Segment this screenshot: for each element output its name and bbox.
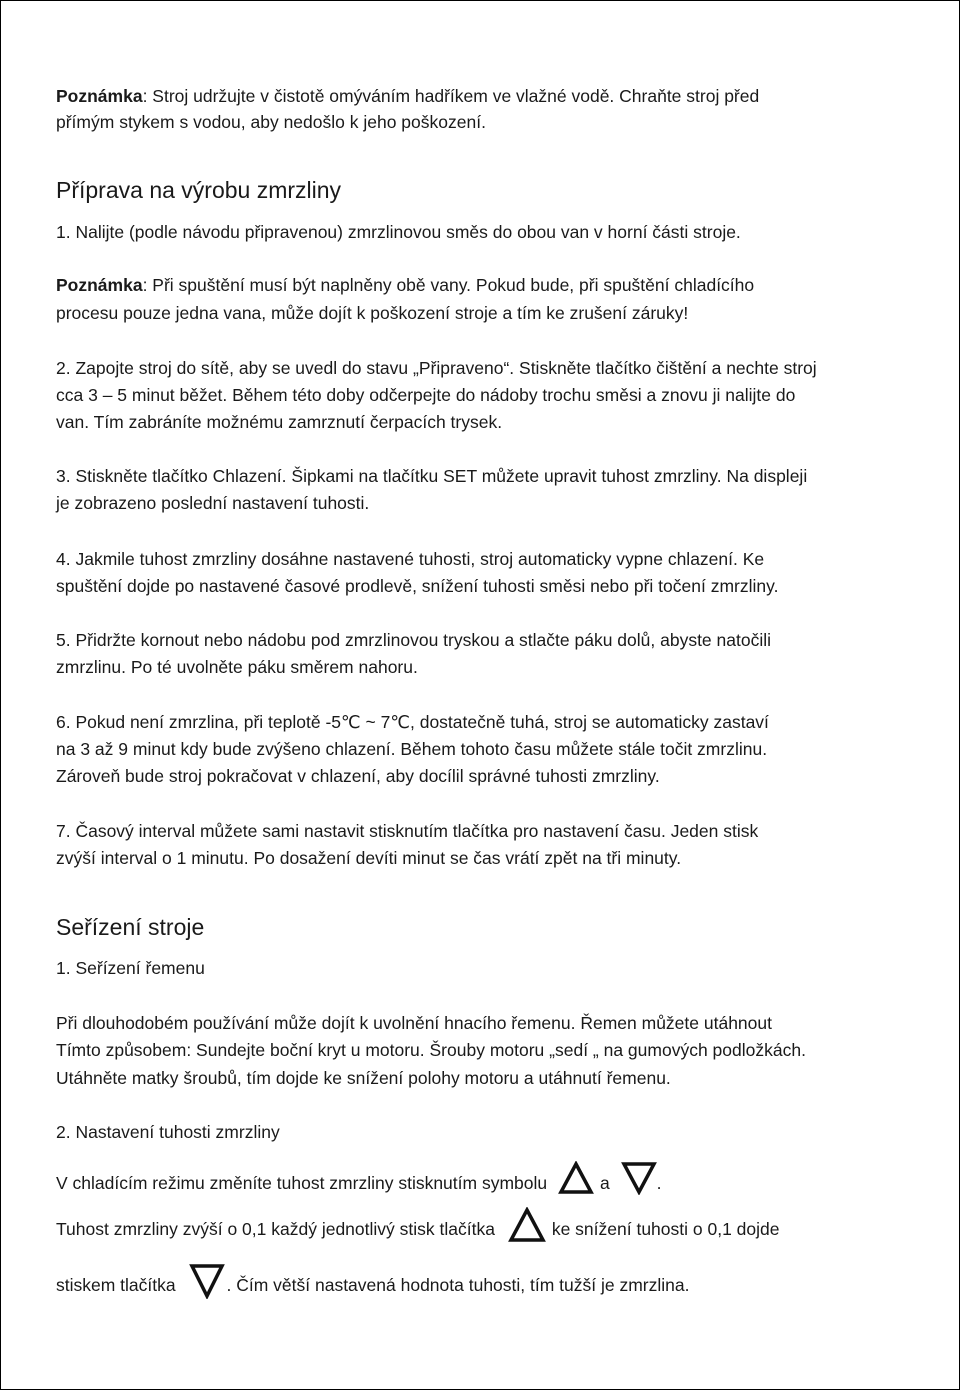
step-2-line: cca 3 – 5 minut běžet. Během této doby odčerpejte do nádoby trochu směsi a znovu ji nalijte do [56,385,796,405]
hardness-text: . Čím větší nastavená hodnota tuhosti, tím tužší je zmrzlina. [226,1275,690,1295]
subheading-hardness: 2. Nastavení tuhosti zmrzliny [56,1122,280,1142]
step-1: 1. Nalijte (podle návodu připravenou) zmrzlinovou směs do obou van v horní části stroje. [56,222,741,242]
step-5-line: 5. Přidržte kornout nebo nádobu pod zmrzlinovou tryskou a stlačte páku dolů, abyste natočili [56,630,771,650]
section-heading-adjustment: Seřízení stroje [56,914,205,940]
note-text: : Stroj udržujte v čistotě omýváním hadříkem ve vlažné vodě. Chraňte stroj před [142,86,760,106]
step-5-line: zmrzlinu. Po té uvolněte páku směrem nahoru. [56,657,418,677]
step-2-line: 2. Zapojte stroj do sítě, aby se uvedl do stavu „Připraveno“. Stiskněte tlačítko čištění a nechte stroj [56,358,817,378]
note-text: : Při spuštění musí být naplněny obě vany. Pokud bude, při spuštění chladícího [142,275,755,295]
note-line: procesu pouze jedna vana, může dojít k poškození stroje a tím ke zrušení záruky! [56,303,689,323]
note-line [56,275,754,295]
step-4-line: spuštění dojde po nastavené časové prodlevě, snížení tuhosti směsi nebo při točení zmrzliny. [56,576,779,596]
hardness-line [56,1263,689,1305]
hardness-text: a [600,1173,610,1193]
triangle-up-icon [508,1207,546,1243]
step-3-line: 3. Stiskněte tlačítko Chlazení. Šipkami na tlačítku SET můžete upravit tuhost zmrzliny. Na displeji [56,466,808,486]
note-label: Poznámka [56,275,143,295]
step-6-line: na 3 až 9 minut kdy bude zvýšeno chlazení. Během tohoto času můžete stále točit zmrzlinu. [56,739,768,759]
subheading-belt: 1. Seřízení řemenu [56,958,205,978]
note-line: přímým stykem s vodou, aby nedošlo k jeho poškození. [56,112,486,132]
hardness-line [56,1207,779,1249]
step-7-line: 7. Časový interval můžete sami nastavit stisknutím tlačítka pro nastavení času. Jeden stisk [56,821,759,841]
triangle-down-icon [189,1263,225,1299]
hardness-line [56,1161,661,1201]
step-3-line: je zobrazeno poslední nastavení tuhosti. [56,493,370,513]
hardness-text: . [656,1173,662,1193]
belt-line: Tímto způsobem: Sundejte boční kryt u motoru. Šrouby motoru „sedí „ na gumových podložkách. [56,1040,806,1060]
step-2-line: van. Tím zabráníte možnému zamrznutí čerpacích trysek. [56,412,503,432]
step-6-line: Zároveň bude stroj pokračovat v chlazení, aby docílil správné tuhosti zmrzliny. [56,766,660,786]
hardness-text: V chladícím režimu změníte tuhost zmrzliny stisknutím symbolu [56,1173,548,1193]
hardness-text: stiskem tlačítka [56,1275,176,1295]
triangle-up-icon [558,1161,594,1195]
section-heading-preparation: Příprava na výrobu zmrzliny [56,177,342,203]
belt-line: Utáhněte matky šroubů, tím dojde ke snížení polohy motoru a utáhnutí řemenu. [56,1068,671,1088]
step-4-line: 4. Jakmile tuhost zmrzliny dosáhne nastavené tuhosti, stroj automaticky vypne chlazení. Ke [56,549,765,569]
triangle-down-icon [621,1161,657,1195]
note-label: Poznámka [56,86,143,106]
hardness-text: Tuhost zmrzliny zvýší o 0,1 každý jednotlivý stisk tlačítka [56,1219,495,1239]
belt-line: Při dlouhodobém používání může dojít k uvolnění hnacího řemenu. Řemen můžete utáhnout [56,1013,772,1033]
step-7-line: zvýší interval o 1 minutu. Po dosažení devíti minut se čas vrátí zpět na tři minuty. [56,848,682,868]
hardness-text: ke snížení tuhosti o 0,1 dojde [551,1219,780,1239]
note-line [56,86,759,106]
step-6-line: 6. Pokud není zmrzlina, při teplotě -5℃ ~ 7℃, dostatečně tuhá, stroj se automaticky zastaví [56,712,769,732]
